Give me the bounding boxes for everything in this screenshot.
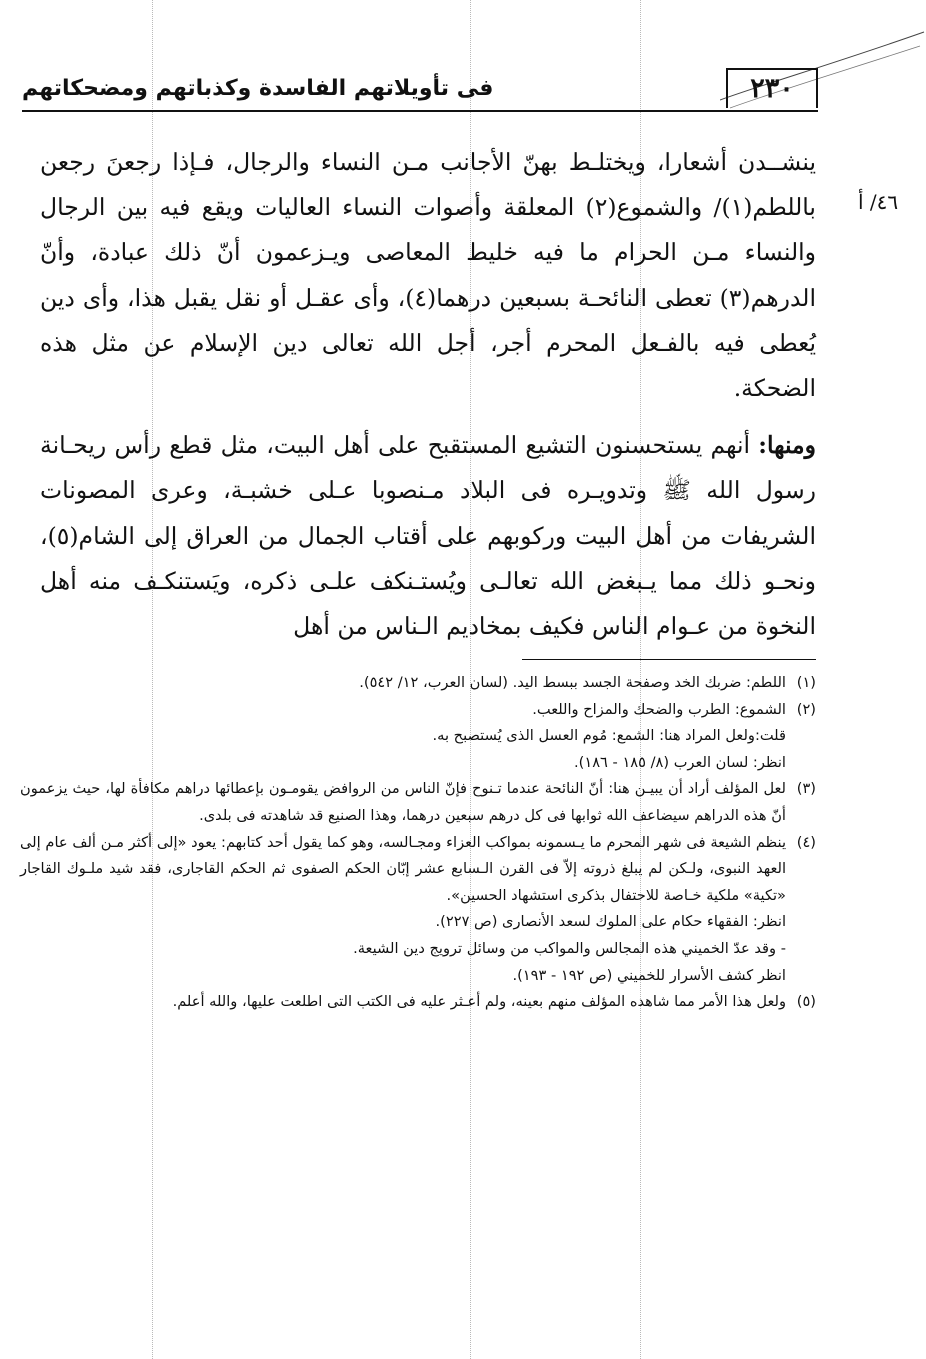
footnote-text: ينظم الشيعة فى شهر المحرم ما يـسمونه بمواكب العزاء ومجـالسه، وهو كما يقول أحد كتابهم: يعود «إلى أكثر مـن ألف عام إلى العهد النبوى، ولـكن لم يبلغ ذروته إلاّ فى القرن الـسابع عشر إبّان الحكم الصفوى ثم الحكم القاجارى، فقد شيد ملـوك القاجار «تكية» ملكية خـاصة للاحتفال بذكرى استشهاد الحسين». — [20, 833, 786, 904]
page-header — [22, 62, 818, 118]
footnote-number: (٣) — [796, 780, 816, 798]
paragraph-2-text: أنهم يستحسنون التشيع المستقبح على أهل البيت، مثل قطع رأس ريحـانة رسول الله ﷺ وتدويـره فى البلاد مـنصوبا عـلى خشبـة، وعرى المصونات الشريفات من أهل البيت وركوبهم على أقتاب الجمال من العراق إلى الشام(٥)، ونحـو ذلك مما يـبغض الله تعالـى ويُستـنكف علـى ذكره، ويَستنكـف منه أهل النخوة من عـوام الناس فكيف بمخاديم الـناس من أهل — [40, 431, 816, 641]
footnote-2-note: قلت:ولعل المراد هنا: الشمع: مُوم العسل الذى يُستصبح به. — [432, 727, 786, 745]
footnote-2 — [20, 697, 816, 724]
footnote-4-reference-2: انظر كشف الأسرار للخميني (ص ١٩٢ - ١٩٣). — [512, 966, 786, 984]
footnote-number: (١) — [796, 674, 816, 691]
header-rule — [22, 110, 818, 112]
footnote-4 — [20, 830, 816, 910]
footnotes — [20, 670, 816, 1016]
footnote-4-note: - وقد عدّ الخميني هذه المجالس والمواكب من وسائل ترويج دين الشيعة. — [353, 939, 786, 957]
footnote-1 — [20, 670, 816, 697]
footnote-number: (٥) — [796, 993, 816, 1011]
paragraph-1: ينشــدن أشعارا، ويختلـط بهنّ الأجانب مـن النساء والرجال، فـإذا رجعنَ رجعن باللطم(١)/ والشموع(٢) المعلقة وأصوات النساء العاليات ويقع فيه بين الرجال والنساء مـن الحرام ما فيه خليط المعاصى ويـزعمون أنّ ذلك عبادة، وأنّ الدرهم(٣) تعطى النائحـة بسبعين درهما(٤)، وأى عقـل أو نقل يقبل هذا، وأى دين يُعطى فيه بالفـعل المحرم أجر، أجل الله تعالى دين الإسلام عن مثل هذه الضحكة. — [40, 148, 816, 403]
running-title: فى تأويلاتهم الفاسدة وكذباتهم ومضحكاتهم — [22, 76, 494, 101]
footnote-4-reference: انظر: الفقهاء حكام على الملوك لسعد الأنصارى (ص ٢٢٧). — [435, 913, 786, 931]
footnote-text: اللطم: ضربك الخد وصفحة الجسد ببسط اليد. (لسان العرب، ١٢/ ٥٤٢). — [359, 674, 786, 691]
manuscript-folio-note: ٤٦/ أ — [858, 190, 899, 214]
footnote-3 — [20, 776, 816, 829]
footnote-2-reference: انظر: لسان العرب (٨/ ١٨٥ - ١٨٦). — [574, 753, 786, 771]
paragraph-2 — [40, 423, 816, 649]
footnote-text: لعل المؤلف أراد أن يبيـن هنا: أنّ النائحة عندما تـنوح فإنّ الناس من الروافض يقومـون بإعطائها دراهم مكافأة لها، حيث يزعمون أنّ هذه الدراهم سيضاعف الله ثوابها فى كل درهم سبعين درهما، وهذا الصنيع قد شاهدته فى بلدى. — [20, 780, 786, 824]
footnote-separator — [522, 659, 816, 660]
paragraph-lead-word: ومنها: — [758, 431, 816, 460]
footnote-text: الشموع: الطرب والضحك والمزاح واللعب. — [532, 700, 786, 718]
page-number: ٢٣٠ — [726, 68, 818, 108]
footnote-text: ولعل هذا الأمر مما شاهده المؤلف منهم بعينه، ولم أعـثر عليه فى الكتب التى اطلعت عليها، والله أعلم. — [172, 993, 786, 1011]
main-text — [40, 140, 816, 649]
footnote-5 — [20, 989, 816, 1016]
footnote-number: (٢) — [796, 700, 816, 718]
footnote-number: (٤) — [796, 833, 816, 851]
